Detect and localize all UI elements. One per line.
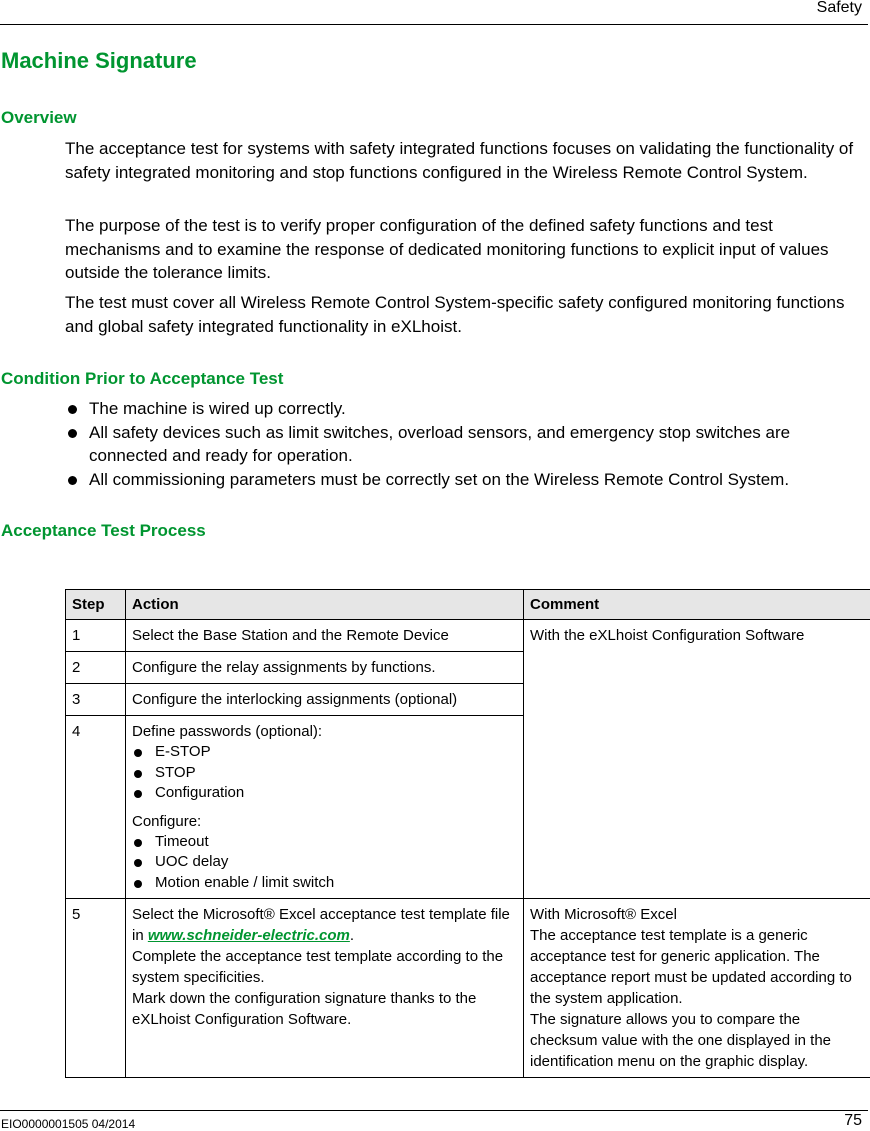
comment-text: The acceptance test template is a generic acceptance test for generic application. The acceptance report must be updated according to the system application. bbox=[530, 925, 864, 1009]
step-action: Configure the interlocking assignments (optional) bbox=[126, 684, 524, 716]
overview-paragraph-1: The acceptance test for systems with safety integrated functions focuses on validating the functionality of safety integrated monitoring and stop functions configured in the Wireless Remote Control System. bbox=[65, 137, 869, 184]
overview-paragraph-2: The purpose of the test is to verify proper configuration of the defined safety functions and test mechanisms and to examine the response of dedicated monitoring functions to explicit input of values outside the tolerance limits. bbox=[65, 214, 869, 285]
header-comment: Comment bbox=[524, 590, 870, 620]
step-number: 3 bbox=[66, 684, 126, 716]
action-text-part: . bbox=[350, 927, 354, 944]
step-action bbox=[126, 716, 524, 899]
table-row bbox=[66, 899, 870, 1078]
step-number: 5 bbox=[66, 899, 126, 1078]
header-divider bbox=[0, 24, 868, 25]
website-link[interactable]: www.schneider-electric.com bbox=[148, 927, 350, 944]
header-action: Action bbox=[126, 590, 524, 620]
page-number: 75 bbox=[844, 1112, 862, 1130]
comment-text: With Microsoft® Excel bbox=[530, 904, 864, 925]
running-header: Safety bbox=[817, 0, 862, 17]
configure-list bbox=[132, 832, 517, 894]
condition-list bbox=[65, 397, 869, 491]
comment-text: The signature allows you to compare the checksum value with the one displayed in the identification menu on the graphic display. bbox=[530, 1009, 864, 1072]
list-item: UOC delay bbox=[132, 852, 517, 873]
action-text: Define passwords (optional): bbox=[132, 721, 517, 742]
step-comment bbox=[524, 899, 870, 1078]
list-item: All safety devices such as limit switches, overload sensors, and emergency stop switches are connected and ready for operation. bbox=[65, 421, 869, 468]
step-action bbox=[126, 899, 524, 1078]
step-action: Configure the relay assignments by functions. bbox=[126, 652, 524, 684]
step-number: 1 bbox=[66, 620, 126, 652]
page-title: Machine Signature bbox=[1, 48, 197, 74]
step-comment: With the eXLhoist Configuration Software bbox=[524, 620, 870, 899]
action-text: Configure: bbox=[132, 811, 517, 832]
password-list bbox=[132, 742, 517, 804]
step-action: Select the Base Station and the Remote Device bbox=[126, 620, 524, 652]
overview-heading: Overview bbox=[1, 108, 77, 128]
list-item: Configuration bbox=[132, 783, 517, 804]
acceptance-test-table bbox=[65, 589, 870, 1078]
list-item: Timeout bbox=[132, 832, 517, 853]
step-number: 2 bbox=[66, 652, 126, 684]
action-text-part: Select the Microsoft® Excel acceptance test template file in bbox=[132, 906, 510, 944]
list-item: Motion enable / limit switch bbox=[132, 873, 517, 894]
process-heading: Acceptance Test Process bbox=[1, 521, 206, 541]
document-id: EIO0000001505 04/2014 bbox=[1, 1117, 135, 1131]
header-step: Step bbox=[66, 590, 126, 620]
action-text bbox=[132, 904, 517, 946]
step-number: 4 bbox=[66, 716, 126, 899]
action-text: Complete the acceptance test template according to the system specificities. bbox=[132, 946, 517, 988]
table-header-row bbox=[66, 590, 870, 620]
condition-heading: Condition Prior to Acceptance Test bbox=[1, 369, 283, 389]
action-text: Mark down the configuration signature thanks to the eXLhoist Configuration Software. bbox=[132, 988, 517, 1030]
table-row bbox=[66, 620, 870, 652]
list-item: E-STOP bbox=[132, 742, 517, 763]
list-item: STOP bbox=[132, 763, 517, 784]
footer-divider bbox=[0, 1110, 868, 1111]
list-item: The machine is wired up correctly. bbox=[65, 397, 869, 421]
list-item: All commissioning parameters must be correctly set on the Wireless Remote Control System. bbox=[65, 468, 869, 492]
overview-paragraph-3: The test must cover all Wireless Remote Control System-specific safety configured monitoring functions and global safety integrated functionality in eXLhoist. bbox=[65, 291, 869, 338]
